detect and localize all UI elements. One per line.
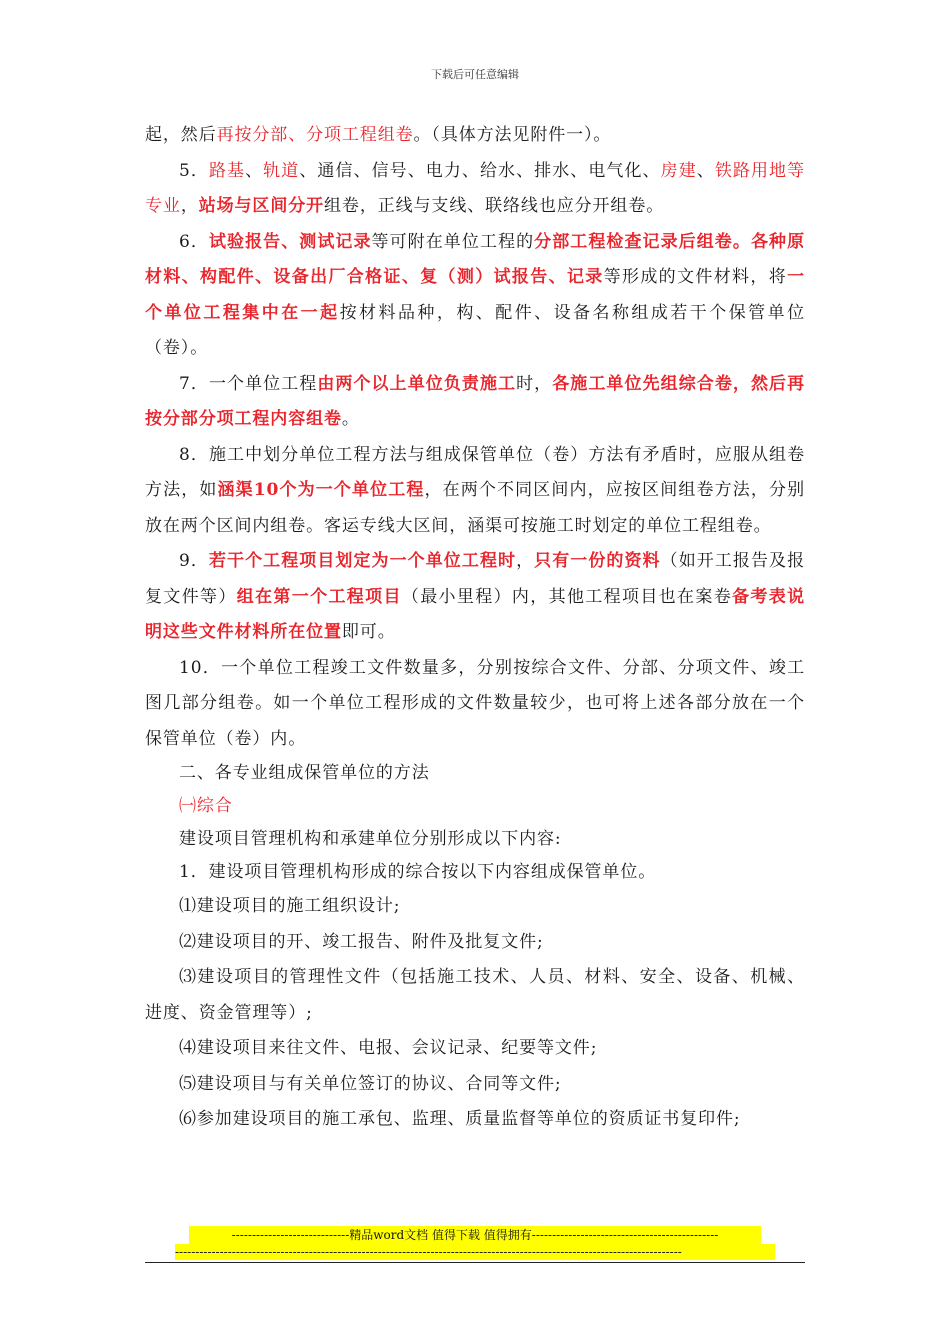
list-item: ⑴建设项目的施工组织设计;	[179, 896, 401, 916]
text-run: 8．施工中划分单位工程方法与组成保管单位（卷）方法有矛盾时，应服从组卷方法，如	[145, 444, 805, 500]
paragraph-continuation	[145, 118, 805, 154]
highlight-run: 铁路用地等专业	[145, 160, 806, 216]
section-heading: 二、各专业组成保管单位的方法	[179, 763, 430, 783]
bold-highlight-run: 组在第一个工程项目	[236, 586, 402, 607]
page-header: 下载后可任意编辑	[431, 68, 519, 81]
text-run: 9．	[179, 551, 209, 571]
highlight-run: 房建	[660, 160, 697, 181]
footer-rule	[145, 1262, 805, 1263]
bold-highlight-run: 各施工单位先组综合卷，然后再按分部分项工程内容组卷	[145, 373, 805, 429]
text-run: 。	[341, 409, 360, 429]
paragraph-7	[145, 367, 805, 438]
document-body	[145, 118, 805, 1138]
list-item: ⑵建设项目的开、竣工报告、附件及批复文件;	[179, 931, 544, 952]
paragraph-5	[145, 154, 805, 225]
text-run: 。（具体方法见附件一）。	[413, 125, 612, 145]
text-run: 即可。	[341, 622, 396, 642]
text-run: （如开工报告及报复文件等）	[145, 551, 805, 607]
text-run: 起，然后	[145, 125, 217, 145]
text-run: ，	[180, 196, 199, 216]
bold-highlight-run: 一个单位工程集中在一起	[145, 267, 806, 323]
text-run: 5．	[179, 160, 209, 181]
paragraph-10: 10．一个单位工程竣工文件数量多，分别按综合文件、分部、分项文件、竣工图几部分组卷。如一个单位工程形成的文件数量较少，也可将上述各部分放在一个保管单位（卷）内。	[145, 657, 805, 749]
bold-highlight-run: 各种原材料、构配件、设备出厂合格证、复（测）试报告、记录	[145, 231, 805, 287]
bold-highlight-run: 由两个以上单位负责施工	[317, 373, 517, 394]
text-run: 组卷，正线与支线、联络线也应分开组卷。	[324, 196, 665, 216]
highlight-run: 再按分部、分项工程组卷	[216, 125, 414, 145]
text-run: 、	[245, 160, 264, 181]
text-run: 6．	[179, 231, 209, 252]
bold-highlight-run: 只有一份的资料	[534, 551, 661, 571]
list-item: ⑷建设项目来往文件、电报、会议记录、纪要等文件;	[179, 1038, 598, 1058]
list-item: ⑸建设项目与有关单位签订的协议、合同等文件;	[179, 1073, 562, 1094]
text-run: （最小里程）内，其他工程项目也在案卷	[401, 586, 733, 607]
bold-highlight-run: 站场与区间分开	[198, 196, 325, 216]
text-run: 、	[696, 160, 715, 181]
text-run: 时，	[516, 373, 553, 394]
bold-highlight-run: 涵渠10个为一个单位工程	[217, 480, 425, 500]
text-run: 等可附在单位工程的	[371, 231, 535, 252]
text-run: 7．一个单位工程	[179, 373, 318, 394]
paragraph-9	[145, 544, 805, 651]
paragraph-8	[145, 438, 805, 545]
text-run: 按材料品种，构、配件、设备名称组成若干个保管单位（卷）。	[145, 302, 805, 358]
list-item: ⑹参加建设项目的施工承包、监理、质量监督等单位的资质证书复印件;	[179, 1109, 741, 1129]
bold-highlight-run: 备考表说明这些文件材料所在位置	[145, 586, 805, 642]
subsection-heading: ㈠综合	[179, 796, 233, 816]
section-intro: 建设项目管理机构和承建单位分别形成以下内容:	[179, 829, 562, 849]
footer-dash-line: -----------------------------------------------------------------------------------------------------------------------------	[175, 1244, 775, 1260]
bold-highlight-run: 若干个工程项目划定为一个单位工程时	[208, 551, 517, 571]
text-run: ，	[516, 551, 535, 571]
paragraph-6	[145, 225, 805, 367]
text-run: ，在两个不同区间内，应按区间组卷方法，分别放在两个区间内组卷。客运专线大区间，涵渠可按施工时划定的单位工程组卷。	[145, 480, 805, 536]
text-run: 等形成的文件材料，将	[603, 267, 788, 287]
footer-banner-line: -----------------------------精品word文档 值得下载 值得拥有----------------------------------------------	[189, 1226, 761, 1244]
text-run: 、通信、信号、电力、给水、排水、电气化、	[299, 160, 661, 181]
highlight-run: 路基	[208, 160, 246, 181]
list-item: ⑶建设项目的管理性文件（包括施工技术、人员、材料、安全、设备、机械、进度、资金管理等）;	[145, 967, 805, 1023]
bold-highlight-run: 试验报告、测试记录	[208, 231, 372, 252]
bold-highlight-run: 分部工程检查记录后组卷	[534, 231, 733, 252]
bold-highlight-run: 。	[732, 231, 751, 252]
list-lead-item: 1．建设项目管理机构形成的综合按以下内容组成保管单位。	[179, 862, 657, 882]
highlight-run: 轨道	[263, 160, 300, 181]
